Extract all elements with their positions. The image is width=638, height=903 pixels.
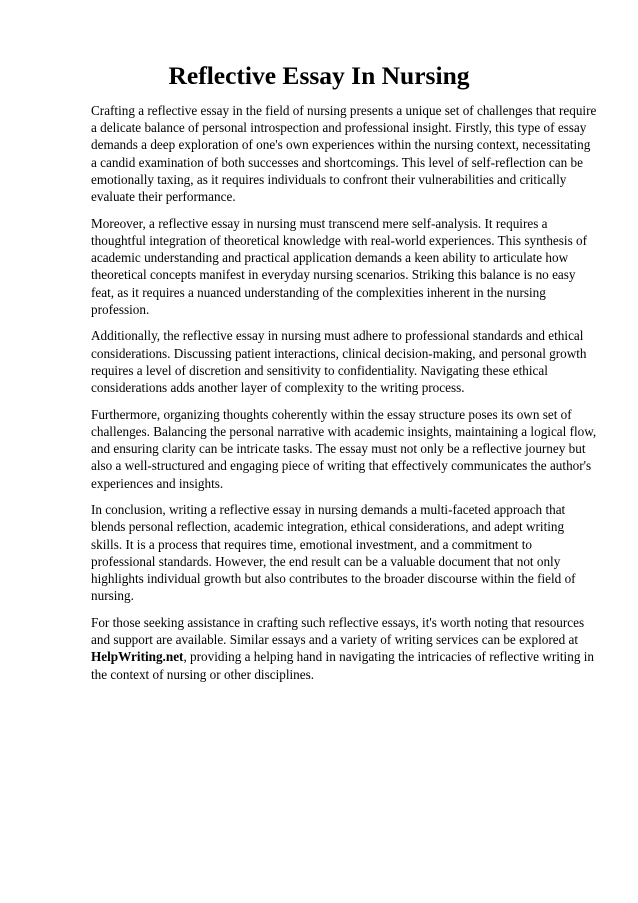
paragraph-4: Furthermore, organizing thoughts coherently within the essay structure poses its own set of challenges. Balancing the personal narrative with academic insights, maintaining a logical flow, and ensuring clarity can be intricate tasks. The essay must not only be a reflective journey but also a well-structured and engaging piece of writing that effectively communicates the author's experiences and insights. [91,406,597,491]
paragraph-6-lead: For those seeking assistance in crafting such reflective essays, it's worth noting that resources and support are available. Similar essays and a variety of writing services can be explored at [91,614,585,648]
document-title: Reflective Essay In Nursing [168,61,470,90]
paragraph-3: Additionally, the reflective essay in nursing must adhere to professional standards and ethical considerations. Discussing patient interactions, clinical decision-making, and personal growth requires a level of discretion and sensitivity to confidentiality. Navigating these ethical considerations adds another layer of complexity to the writing process. [91,328,587,396]
paragraph-2: Moreover, a reflective essay in nursing must transcend mere self-analysis. It requires a thoughtful integration of theoretical knowledge with real-world experiences. This synthesis of academic understanding and practical application demands a keen ability to articulate how theoretical concepts manifest in everyday nursing scenarios. Striking this balance is no easy feat, as it requires a nuanced understanding of the complexities inherent in the nursing profession. [91,215,587,317]
paragraph-6-tail: , providing a helping hand in navigating the intricacies of reflective writing in the context of nursing or other disciplines. [91,649,594,682]
brand-name: HelpWriting.net [91,649,184,665]
paragraph-1: Crafting a reflective essay in the field of nursing presents a unique set of challenges that require a delicate balance of personal introspection and professional insight. Firstly, this type of essay demands a deep exploration of one's own experiences within the nursing context, necessitating a candid examination of both successes and shortcomings. This level of self-reflection can be emotionally taxing, as it requires individuals to confront their vulnerabilities and critically evaluate their performance. [91,103,597,205]
paragraph-5: In conclusion, writing a reflective essay in nursing demands a multi-faceted approach that blends personal reflection, academic integration, ethical considerations, and adept writing skills. It is a process that requires time, emotional investment, and a commitment to professional standards. However, the end result can be a valuable document that not only highlights individual growth but also contributes to the broader discourse within the field of nursing. [91,502,576,604]
paragraph-6 [91,614,597,683]
document-body [91,102,597,692]
